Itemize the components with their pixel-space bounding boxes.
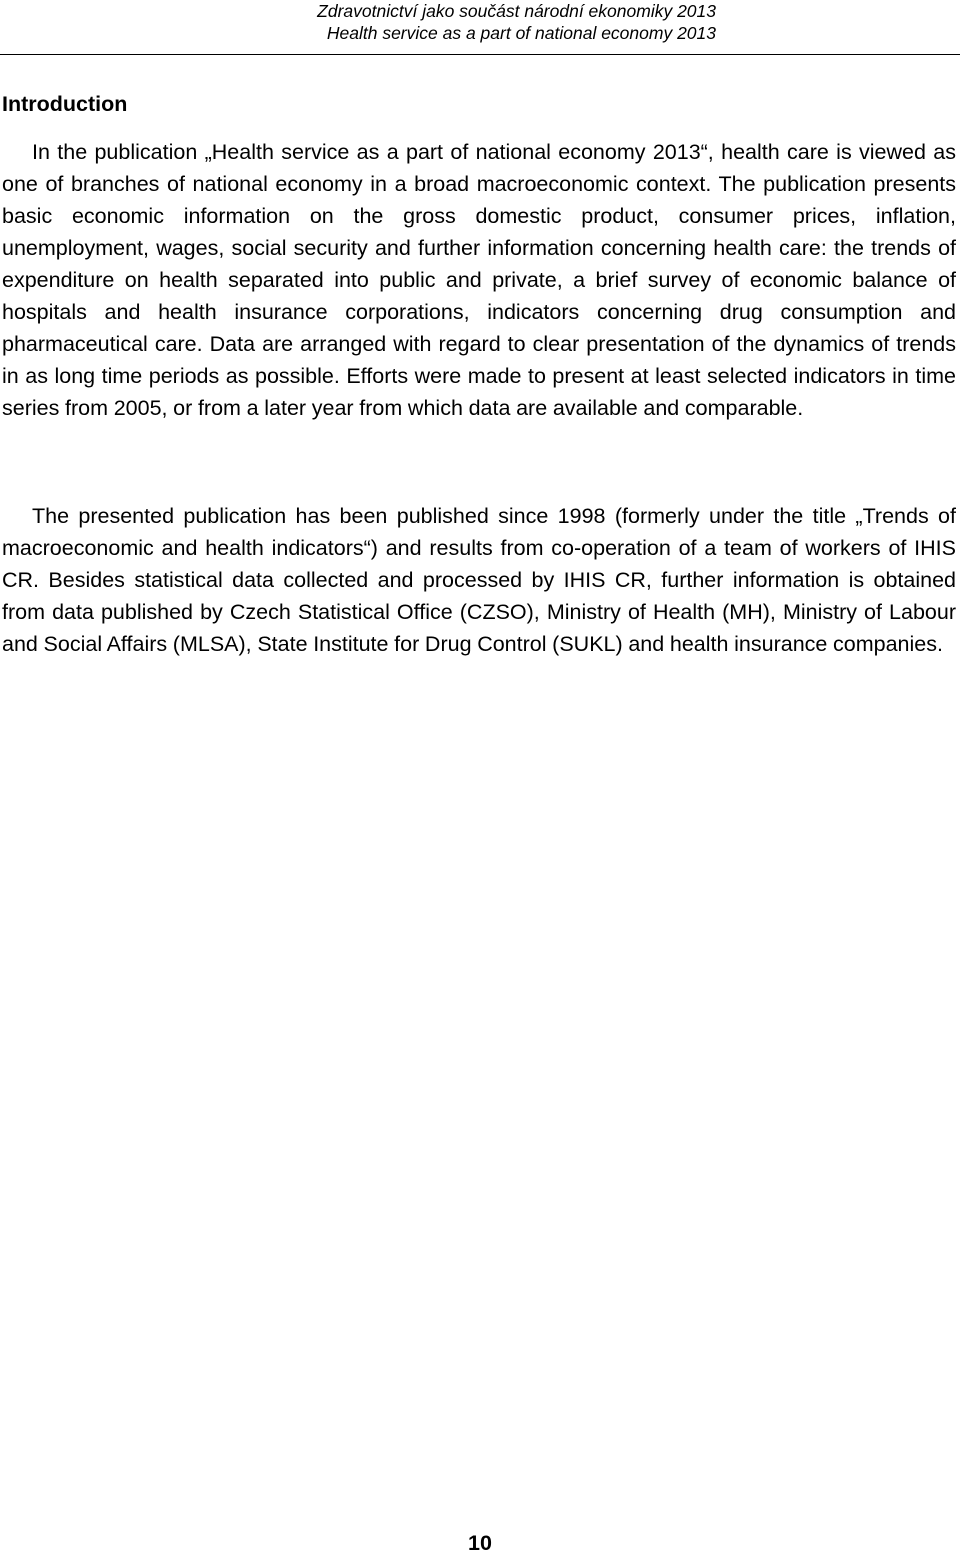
intro-paragraph-1: In the publication „Health service as a part of national economy 2013“, health care is viewed as one of branches of national economy in a broad macroeconomic context. The publication presents basic economic information on the gross domestic product, consumer prices, inflation, unemployment, wages, social security and further information concerning health care: the trends of expenditure on health separated into public and private, a brief survey of economic balance of hospitals and health insurance corporations, indicators concerning drug consumption and pharmaceutical care. Data are arranged with regard to clear presentation of the dynamics of trends in as long time periods as possible. Efforts were made to present at least selected indicators in time series from 2005, or from a later year from which data are available and comparable.	[2, 140, 956, 420]
page-number: 10	[468, 1531, 492, 1555]
header-title-english: Health service as a part of national economy 2013	[326, 23, 716, 43]
running-header	[317, 0, 716, 44]
section-title: Introduction	[2, 92, 128, 116]
header-divider	[0, 54, 960, 55]
header-title-czech: Zdravotnictví jako součást národní ekonomiky 2013	[317, 1, 716, 21]
intro-paragraph-2: The presented publication has been published since 1998 (formerly under the title „Trends of macroeconomic and health indicators“) and results from co-operation of a team of workers of IHIS CR. Besides statistical data collected and processed by IHIS CR, further information is obtained from data published by Czech Statistical Office (CZSO), Ministry of Health (MH), Ministry of Labour and Social Affairs (MLSA), State Institute for Drug Control (SUKL) and health insurance companies.	[2, 504, 956, 656]
